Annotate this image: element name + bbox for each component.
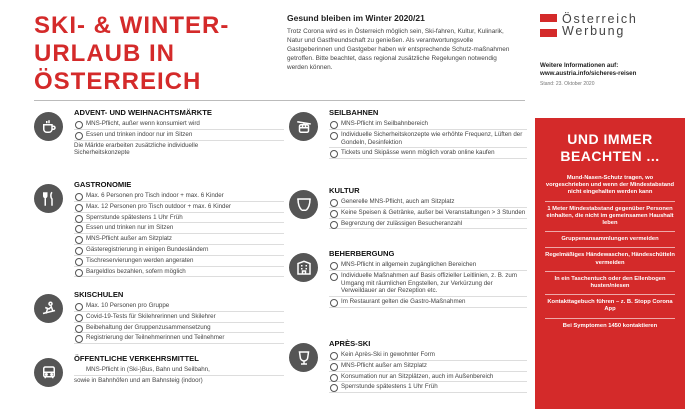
list-item: Essen und trinken nur im Sitzen	[74, 224, 284, 234]
title-line-2: URLAUB IN	[34, 40, 175, 67]
logo-text	[562, 13, 638, 37]
glass-icon	[289, 343, 318, 372]
section-heading: GASTRONOMIE	[74, 180, 132, 189]
section-heading: BEHERBERGUNG	[329, 249, 395, 258]
list-item: Max. 10 Personen pro Gruppe	[74, 302, 284, 312]
list-item: MNS-Pflicht im Seilbahnbereich	[329, 120, 527, 130]
list-item: MNS-Pflicht in (Ski-)Bus, Bahn und Seilbahn,	[74, 366, 284, 376]
cutlery-icon	[34, 184, 63, 213]
list-item: Individuelle Maßnahmen auf Basis offizieller Leitlinien, z. B. zum Umgang mit räumlichen Engstellen, zur Verkürzung der Verweildauer an der Rezeption etc.	[329, 272, 527, 297]
list-item: Im Restaurant gelten die Gastro-Maßnahmen	[329, 298, 527, 308]
section-heading: SEILBAHNEN	[329, 108, 379, 117]
list-item: Individuelle Sicherheitskonzepte wie erhöhte Frequenz, Lüften der Gondeln, Desinfektion	[329, 131, 527, 149]
reminder-item: Mund-Nasen-Schutz tragen, wo vorgeschrieben und wenn der Mindestabstand nicht eingehalten werden kann	[545, 171, 675, 202]
reminder-heading	[545, 131, 675, 165]
logo-line-2: Werbung	[562, 24, 626, 38]
divider	[34, 100, 525, 101]
reminder-item: Regelmäßiges Händewaschen, Händeschütteln vermeiden	[545, 248, 675, 271]
list-item: MNS-Pflicht außer am Sitzplatz	[329, 362, 527, 372]
list-item: Gästeregistrierung in einigen Bundesländern	[74, 246, 284, 256]
list-item: Max. 6 Personen pro Tisch indoor + max. 6 Kinder	[74, 192, 284, 202]
info-block	[540, 62, 690, 88]
list-item: Registrierung der Teilnehmerinnen und Teilnehmer	[74, 334, 284, 344]
reminder-item: Bei Symptomen 1450 kontaktieren	[562, 322, 658, 329]
intro-text: Trotz Corona wird es in Österreich möglich sein, Ski-fahren, Kultur, Kulinarik, Natur und Gastfreundschaft zu genießen. Als verantwortungsvolle Gastgeberinnen und Gastgeber haben wir entsprechende Schutz-maßnahmen getroffen. Bitte beachtet, dass regional zusätzliche Regelungen notwendig werden können.	[287, 28, 510, 71]
list-item: Beibehaltung der Gruppenzusammensetzung	[74, 324, 284, 334]
reminder-item: Kontakttagebuch führen – z. B. Stopp Corona App	[545, 295, 675, 318]
reminder-item: 1 Meter Mindestabstand gegenüber Personen einhalten, die nicht im gemeinsamen Haushalt leben	[545, 202, 675, 233]
list-item: MNS-Pflicht in allgemein zugänglichen Bereichen	[329, 261, 527, 271]
info-date: Stand: 23. Oktober 2020	[540, 81, 595, 87]
list-item: MNS-Pflicht außer am Sitzplatz	[74, 235, 284, 245]
list-item: Konsumation nur an Sitzplätzen, auch im Außenbereich	[329, 373, 527, 383]
list-item: Sperrstunde spätestens 1 Uhr Früh	[329, 383, 527, 393]
intro-heading: Gesund bleiben im Winter 2020/21	[287, 13, 425, 23]
list-item: Begrenzung der zulässigen Besucheranzahl	[329, 220, 527, 230]
reminder-heading-line: BEACHTEN ...	[560, 148, 660, 164]
note-line: Die Märkte erarbeiten zusätzliche individuelle	[74, 141, 199, 149]
austria-flag-icon	[540, 14, 557, 37]
list-item: Bargeldlos bezahlen, sofern möglich	[74, 268, 284, 278]
info-label: Weitere Informationen auf:	[540, 62, 619, 69]
list-item: Tischreservierungen werden angeraten	[74, 257, 284, 267]
logo-line-1: Österreich	[562, 12, 638, 26]
gondola-icon	[289, 112, 318, 141]
bus-icon	[34, 358, 63, 387]
reminder-item: In ein Taschentuch oder den Ellenbogen husten/niesen	[545, 272, 675, 295]
oesterreich-werbung-logo	[540, 12, 680, 48]
theater-icon	[289, 190, 318, 219]
section-heading: APRÈS-SKI	[329, 339, 371, 348]
list-item: Tickets und Skipässe wenn möglich vorab online kaufen	[329, 149, 527, 159]
section-note: sowie in Bahnhöfen und am Bahnsteig (indoor)	[74, 376, 203, 384]
list-item: Kein Après-Ski in gewohnter Form	[329, 351, 527, 361]
list-item: Generelle MNS-Pflicht, auch am Sitzplatz	[329, 198, 527, 208]
section-note	[74, 142, 284, 158]
list-item: Essen und trinken indoor nur im Sitzen	[74, 131, 284, 141]
info-url[interactable]: www.austria.info/sicheres-reisen	[540, 70, 637, 77]
title-line-3: ÖSTERREICH	[34, 68, 202, 95]
page-title	[34, 12, 284, 96]
intro	[287, 13, 519, 72]
section-heading: ÖFFENTLICHE VERKEHRSMITTEL	[74, 354, 199, 363]
reminder-item: Gruppenansammlungen vermeiden	[545, 232, 675, 248]
list-item: Keine Speisen & Getränke, außer bei Veranstaltungen > 3 Stunden	[329, 209, 527, 219]
section-heading: KULTUR	[329, 186, 360, 195]
reminder-heading-line: UND IMMER	[567, 131, 653, 147]
title-line-1: SKI- & WINTER-	[34, 12, 230, 39]
ski-icon	[34, 294, 63, 323]
reminder-box	[535, 118, 685, 409]
hotel-icon	[289, 253, 318, 282]
list-item: Max. 12 Personen pro Tisch outdoor + max. 6 Kinder	[74, 203, 284, 213]
section-heading: ADVENT- UND WEIHNACHTSMÄRKTE	[74, 108, 212, 117]
list-item: Covid-19-Tests für Skilehrerinnen und Skilehrer	[74, 313, 284, 323]
list-item: Sperrstunde spätestens 1 Uhr Früh	[74, 214, 284, 224]
cup-icon	[34, 112, 63, 141]
note-line: Sicherheitskonzepte	[74, 149, 130, 157]
section-heading: SKISCHULEN	[74, 290, 124, 299]
list-item: MNS-Pflicht, außer wenn konsumiert wird	[74, 120, 284, 130]
